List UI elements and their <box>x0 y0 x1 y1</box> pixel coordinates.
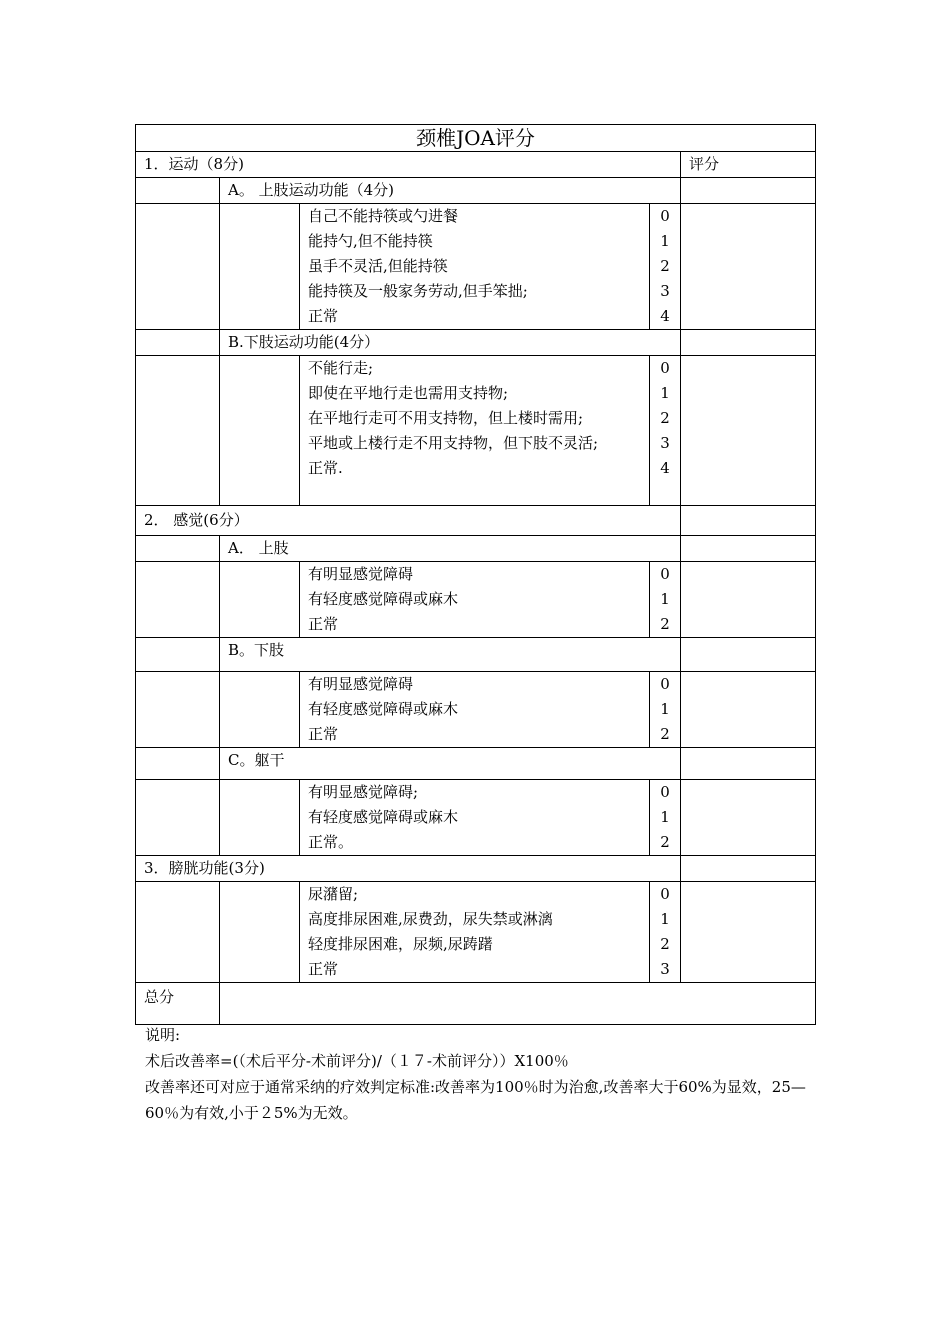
bladder-section-heading: 3．膀胱功能(3分) <box>136 856 681 882</box>
blank-cell <box>681 748 816 780</box>
criterion-item: 在平地行走可不用支持物，但上楼时需用; <box>308 409 584 427</box>
criterion-item: 正常 <box>308 615 339 633</box>
score-value: 0 <box>660 207 670 225</box>
score-value: 2 <box>660 935 670 953</box>
criterion-item: 不能行走; <box>308 359 374 377</box>
blank-cell <box>220 780 300 856</box>
criterion-item: 平地或上楼行走不用支持物，但下肢不灵活; <box>308 434 599 452</box>
lower-limb-motor-scores <box>650 356 681 506</box>
total-score-cell[interactable] <box>220 983 816 1025</box>
criterion-item: 正常 <box>308 960 339 978</box>
blank-cell <box>220 204 300 330</box>
criterion-item: 正常. <box>308 459 343 477</box>
blank-cell <box>136 204 220 330</box>
blank-cell <box>136 356 220 506</box>
lower-limb-motor-criteria <box>300 356 650 506</box>
criterion-item: 自己不能持筷或勺进餐 <box>308 207 459 225</box>
blank-cell <box>681 506 816 536</box>
lower-limb-sensory-label: B。下肢 <box>220 638 681 672</box>
lower-limb-sensory-scores <box>650 672 681 748</box>
blank-cell <box>220 356 300 506</box>
score-value: 4 <box>660 459 670 477</box>
criterion-item: 正常 <box>308 725 339 743</box>
score-value: 1 <box>660 808 670 826</box>
criterion-item: 有轻度感觉障碍或麻木 <box>308 590 459 608</box>
score-value: 2 <box>660 257 670 275</box>
criterion-item: 有明显感觉障碍; <box>308 783 419 801</box>
score-entry-cell[interactable] <box>681 780 816 856</box>
score-value: 3 <box>660 434 670 452</box>
blank-cell <box>681 638 816 672</box>
lower-limb-sensory-criteria <box>300 672 650 748</box>
score-entry-cell[interactable] <box>681 356 816 506</box>
criterion-item: 有明显感觉障碍 <box>308 565 414 583</box>
blank-cell <box>136 780 220 856</box>
blank-cell <box>136 638 220 672</box>
joa-score-table <box>135 124 816 1025</box>
blank-cell <box>681 856 816 882</box>
improvement-rate-formula: 术后改善率=(（术后平分-术前评分)/（１７-术前评分））X100％ <box>145 1052 569 1070</box>
criterion-item: 即使在平地行走也需用支持物; <box>308 384 509 402</box>
score-entry-cell[interactable] <box>681 882 816 983</box>
blank-cell <box>136 536 220 562</box>
criterion-item: 有轻度感觉障碍或麻木 <box>308 808 459 826</box>
blank-cell <box>681 536 816 562</box>
score-value: 1 <box>660 590 670 608</box>
blank-cell <box>136 178 220 204</box>
criterion-item: 有明显感觉障碍 <box>308 675 414 693</box>
upper-limb-sensory-scores <box>650 562 681 638</box>
total-label: 总分 <box>136 983 220 1025</box>
score-value: 2 <box>660 725 670 743</box>
notes-heading: 说明: <box>145 1026 181 1044</box>
score-value: 2 <box>660 833 670 851</box>
blank-cell <box>136 330 220 356</box>
score-value: 1 <box>660 910 670 928</box>
criterion-item: 虽手不灵活,但能持筷 <box>308 257 448 275</box>
score-value: 0 <box>660 675 670 693</box>
motor-section-heading: 1．运动（8分) <box>136 152 681 178</box>
score-value: 2 <box>660 409 670 427</box>
score-value: 2 <box>660 615 670 633</box>
trunk-sensory-label: C。躯干 <box>220 748 681 780</box>
score-entry-cell[interactable] <box>681 672 816 748</box>
blank-cell <box>220 672 300 748</box>
criterion-item: 尿潴留; <box>308 885 359 903</box>
bladder-scores <box>650 882 681 983</box>
score-entry-cell[interactable] <box>681 204 816 330</box>
bladder-criteria <box>300 882 650 983</box>
score-value: 4 <box>660 307 670 325</box>
blank-cell <box>136 672 220 748</box>
criterion-item: 轻度排尿困难，尿频,尿踌躇 <box>308 935 493 953</box>
score-value: 0 <box>660 359 670 377</box>
score-value: 1 <box>660 700 670 718</box>
blank-cell <box>136 562 220 638</box>
efficacy-criteria: 改善率还可对应于通常采纳的疗效判定标准:改善率为100％时为治愈,改善率大于60%为显效，25—60％为有效,小于２5%为无效。 <box>145 1078 806 1122</box>
table-title: 颈椎JOA评分 <box>136 125 816 152</box>
upper-limb-sensory-label: A． 上肢 <box>220 536 681 562</box>
score-entry-cell[interactable] <box>681 562 816 638</box>
blank-cell <box>220 562 300 638</box>
upper-limb-sensory-criteria <box>300 562 650 638</box>
upper-limb-motor-label: A。 上肢运动功能（4分) <box>220 178 681 204</box>
upper-limb-motor-criteria <box>300 204 650 330</box>
blank-cell <box>136 882 220 983</box>
upper-limb-motor-scores <box>650 204 681 330</box>
criterion-item: 有轻度感觉障碍或麻木 <box>308 700 459 718</box>
criterion-item: 能持筷及一般家务劳动,但手笨拙; <box>308 282 528 300</box>
trunk-sensory-criteria <box>300 780 650 856</box>
criterion-item: 能持勺,但不能持筷 <box>308 232 433 250</box>
criterion-item: 高度排尿困难,尿费劲，尿失禁或淋漓 <box>308 910 553 928</box>
blank-cell <box>681 178 816 204</box>
blank-cell <box>220 882 300 983</box>
score-column-header: 评分 <box>681 152 816 178</box>
trunk-sensory-scores <box>650 780 681 856</box>
score-value: 3 <box>660 960 670 978</box>
lower-limb-motor-label: B.下肢运动功能(4分） <box>220 330 681 356</box>
score-value: 1 <box>660 232 670 250</box>
criterion-item: 正常。 <box>308 833 354 851</box>
score-value: 0 <box>660 885 670 903</box>
score-value: 0 <box>660 783 670 801</box>
blank-cell <box>681 330 816 356</box>
score-value: 0 <box>660 565 670 583</box>
score-value: 3 <box>660 282 670 300</box>
sensory-section-heading: 2． 感觉(6分） <box>136 506 681 536</box>
blank-cell <box>136 748 220 780</box>
score-value: 1 <box>660 384 670 402</box>
notes <box>145 1022 815 1126</box>
criterion-item: 正常 <box>308 307 339 325</box>
